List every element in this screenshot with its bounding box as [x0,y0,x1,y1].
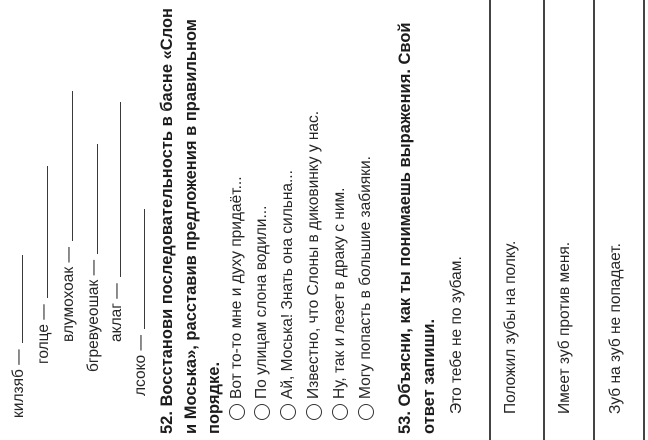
order-circle[interactable] [358,404,374,420]
order-item-4 [305,111,323,420]
scramble-word-text: влумохоак — [60,246,77,342]
order-item-text: Ай, Моська! Знать она сильна... [279,170,296,399]
task-52-title-line-2: и Моська», расставив предложения в правильном [182,18,200,434]
order-circle[interactable] [229,404,245,420]
scramble-word-2 [35,166,53,364]
answer-line[interactable] [119,102,121,277]
order-item-text: Ну, так и лезет в драку с ним. [331,187,348,399]
answer-rule[interactable] [543,0,545,440]
order-item-text: По улицам слона водили... [253,205,270,399]
scramble-word-text: лсоко — [132,335,149,396]
scramble-word-text: килзяб — [10,349,27,418]
scramble-word-1 [10,255,28,418]
answer-line[interactable] [96,144,98,254]
answer-rule[interactable] [489,0,491,440]
order-item-2 [253,206,271,420]
order-item-text: Могу попасть в большие забияки. [357,156,374,399]
order-item-5 [331,188,349,420]
answer-rule[interactable] [593,0,595,440]
task-52-title-line-3: порядке. [205,361,223,434]
scramble-word-text: аклаг — [108,283,125,342]
answer-rule[interactable] [643,0,645,440]
order-item-3 [279,170,297,420]
order-item-1 [228,176,246,420]
task-53-title-line-1: 53. Объясни, как ты понимаешь выражения. Свой [396,22,414,434]
order-item-6 [357,156,375,420]
scramble-word-4 [85,144,103,372]
answer-line[interactable] [143,209,145,329]
scramble-word-5 [108,102,126,342]
scramble-word-6 [132,209,150,396]
answer-line[interactable] [21,255,23,343]
order-circle[interactable] [280,404,296,420]
scramble-word-text: бгревуеошак — [85,259,102,372]
task-53-title-line-2: ответ запиши. [420,318,438,434]
order-item-text: Известно, что Слоны в диковинку у нас. [305,110,322,399]
order-circle[interactable] [332,404,348,420]
task-52-title-line-1: 52. Восстанови последовательность в басне «Слон [158,7,176,434]
order-circle[interactable] [254,404,270,420]
phrase-3: Имеет зуб против меня. [556,241,573,414]
phrase-2: Положил зубы на полку. [502,240,519,414]
answer-line[interactable] [71,91,73,241]
scramble-word-text: голце — [35,304,52,364]
phrase-4: Зуб на зуб не попадает. [607,243,624,414]
order-circle[interactable] [306,404,322,420]
scramble-word-3 [60,91,78,342]
phrase-1: Это тебе не по зубам. [448,256,465,414]
answer-line[interactable] [46,166,48,298]
order-item-text: Вот то-то мне и духу придаёт... [228,176,245,399]
